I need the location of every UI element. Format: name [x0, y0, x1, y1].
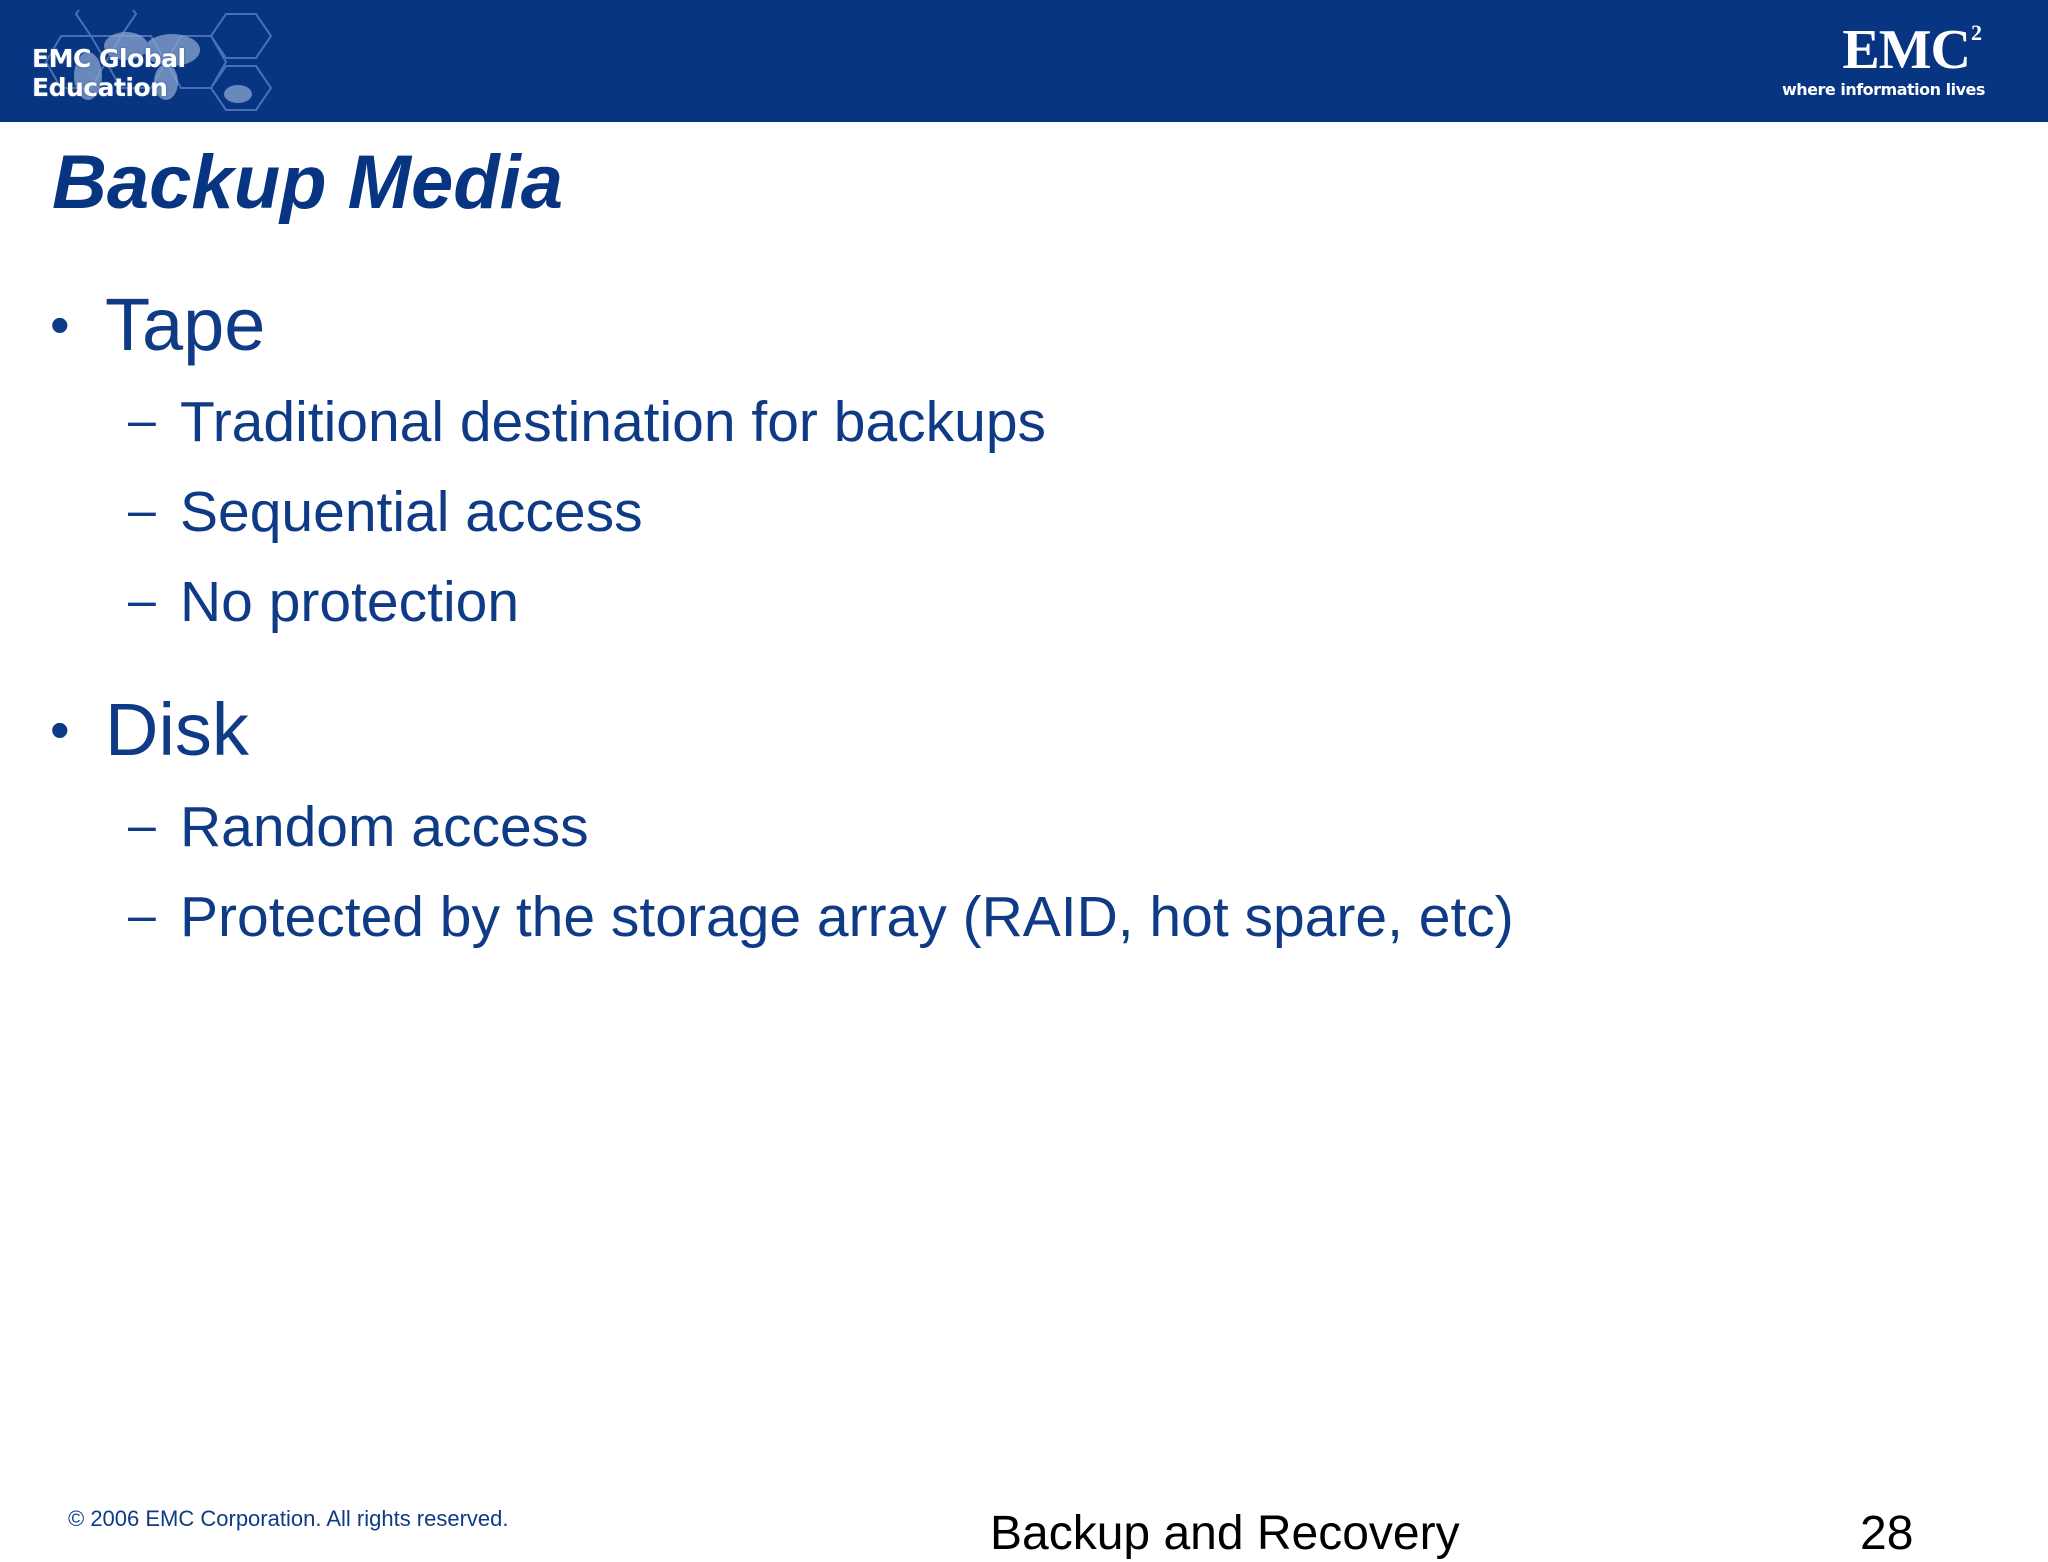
footer-copyright: © 2006 EMC Corporation. All rights reserved. [68, 1506, 509, 1531]
bullet-icon: • [50, 293, 70, 356]
sub-item-text: No protection [180, 570, 520, 634]
emc-global-education-logo [16, 10, 286, 114]
sub-item-text: Traditional destination for backups [180, 390, 1047, 454]
bullet-icon: • [50, 698, 70, 761]
sub-item-text: Protected by the storage array (RAID, hot spare, etc) [180, 885, 1514, 949]
dash-icon: – [128, 482, 156, 538]
emc-logo [1782, 19, 1985, 110]
slide-title: Backup Media [52, 140, 564, 225]
edu-logo-text: EMC Global Education [32, 44, 186, 102]
footer-page-number: 28 [1860, 1507, 1914, 1560]
bullet-label: Disk [105, 688, 249, 771]
header-bar [0, 0, 2048, 122]
sub-item-text: Random access [180, 795, 589, 859]
emc-tagline: where information lives [1782, 80, 1985, 99]
dash-icon: – [128, 572, 156, 628]
dash-icon: – [128, 392, 156, 448]
footer-course-title: Backup and Recovery [990, 1507, 1460, 1560]
emc-superscript: 2 [1971, 20, 1982, 45]
bullet-label: Tape [105, 283, 266, 366]
sub-item-text: Sequential access [180, 480, 643, 544]
emc-wordmark: EMC [1842, 19, 1970, 81]
dash-icon: – [128, 797, 156, 853]
dash-icon: – [128, 887, 156, 943]
